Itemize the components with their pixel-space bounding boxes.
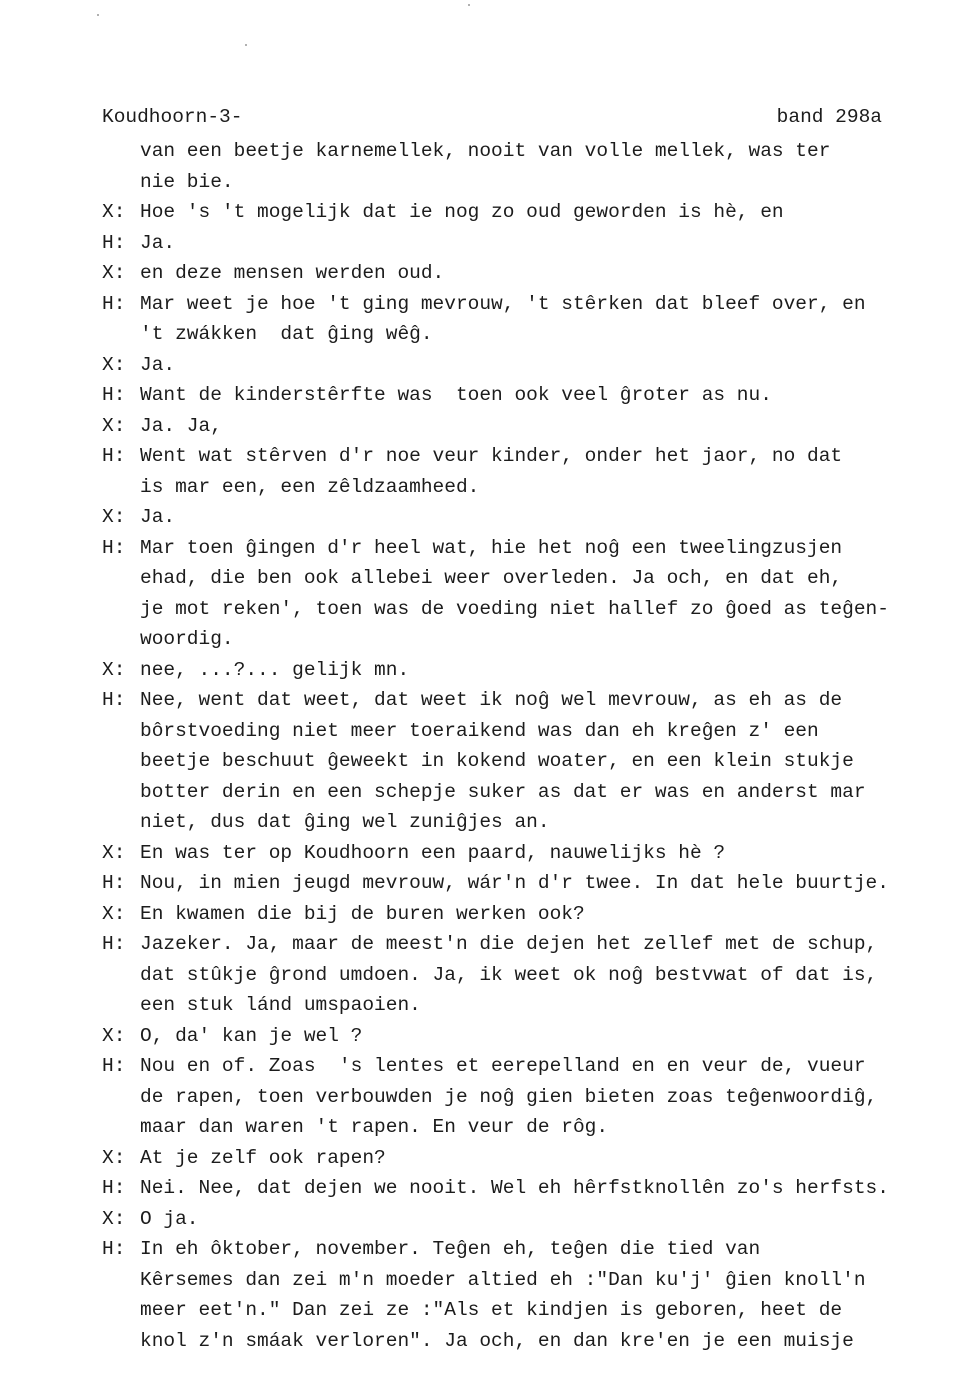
line-text: en deze mensen werden oud.: [140, 262, 445, 284]
transcript-line: [102, 868, 932, 899]
line-text: woordig.: [140, 628, 234, 650]
transcript-line: [102, 350, 932, 381]
line-text: Nee, went dat weet, dat weet ik noĝ wel mevrouw, as eh as de: [140, 689, 843, 711]
speaker-label: H:: [102, 292, 126, 315]
paper-speck: [97, 14, 99, 16]
transcript-line: [102, 685, 932, 716]
line-text: is mar een, een zêldzaamheed.: [140, 475, 480, 498]
line-text: O, da' kan je wel ?: [140, 1024, 363, 1047]
transcript-line: [102, 1112, 932, 1143]
transcript-line: [102, 1051, 932, 1082]
transcript-line: [102, 807, 932, 838]
transcript-line: [102, 777, 932, 808]
speaker-label: H:: [102, 231, 126, 254]
speaker-label: H:: [102, 689, 126, 711]
transcript-body: [102, 136, 932, 1356]
line-text: O ja.: [140, 1207, 199, 1230]
transcript-line: [102, 746, 932, 777]
transcript-line: [102, 228, 932, 259]
transcript-line: [102, 960, 932, 991]
line-text: van een beetje karnemellek, nooit van volle mellek, was ter: [140, 140, 831, 162]
speaker-label: X:: [102, 1024, 126, 1047]
transcript-line: [102, 1234, 932, 1265]
paper-speck: [468, 4, 470, 6]
line-text: Nei. Nee, dat dejen we nooit. Wel eh hêrfstknollên zo's herfsts.: [140, 1177, 889, 1199]
speaker-label: X:: [102, 506, 126, 528]
transcript-line: [102, 563, 932, 594]
speaker-label: X:: [102, 414, 126, 437]
line-text: ehad, die ben ook allebei weer overleden. Ja och, en dat eh,: [140, 567, 843, 589]
line-text: 't zwákken dat ĝing wêĝ.: [140, 323, 433, 345]
transcript-line: [102, 441, 932, 472]
line-text: Nou en of. Zoas 's lentes et eerepelland en en veur de, vueur: [140, 1055, 866, 1077]
line-text: knol z'n smáak verloren". Ja och, en dan kre'en je een muisje: [140, 1329, 854, 1352]
transcript-line: [102, 136, 932, 167]
transcript-line: [102, 1326, 932, 1357]
header-title: Koudhoorn-3-: [102, 106, 243, 128]
speaker-label: X:: [102, 201, 126, 223]
line-text: meer eet'n." Dan zei ze :"Als et kindjen is geboren, heet de: [140, 1299, 843, 1321]
speaker-label: H:: [102, 384, 126, 406]
speaker-label: H:: [102, 872, 126, 894]
line-text: Ja.: [140, 506, 176, 528]
speaker-label: H:: [102, 1238, 126, 1260]
transcript-line: [102, 319, 932, 350]
speaker-label: H:: [102, 1177, 126, 1199]
speaker-label: X:: [102, 1146, 126, 1169]
line-text: Ja.: [140, 353, 176, 376]
line-text: Ja.: [140, 231, 176, 254]
transcript-line: [102, 289, 932, 320]
transcript-line: [102, 1143, 932, 1174]
transcript-line: [102, 929, 932, 960]
transcript-line: [102, 1082, 932, 1113]
speaker-label: H:: [102, 536, 126, 559]
line-text: Want de kinderstêrfte was toen ook veel ĝroter as nu.: [140, 384, 772, 406]
speaker-label: H:: [102, 445, 126, 467]
transcript-line: [102, 502, 932, 533]
line-text: Mar weet je hoe 't ging mevrouw, 't stêrken dat bleef over, en: [140, 292, 866, 315]
transcript-line: [102, 716, 932, 747]
line-text: beetje beschuut ĝeweekt in kokend woater, en een klein stukje: [140, 750, 854, 772]
line-text: de rapen, toen verbouwden je noĝ gien bieten zoas teĝenwoordiĝ,: [140, 1085, 878, 1108]
speaker-label: X:: [102, 658, 126, 681]
line-text: botter derin en een schepje suker as dat er was en anderst mar: [140, 780, 866, 803]
transcript-line: [102, 197, 932, 228]
line-text: nie bie.: [140, 170, 234, 193]
line-text: At je zelf ook rapen?: [140, 1146, 386, 1169]
speaker-label: X:: [102, 841, 126, 864]
speaker-label: X:: [102, 1207, 126, 1230]
paper-speck: [245, 44, 247, 46]
line-text: Ja. Ja,: [140, 414, 222, 437]
line-text: Went wat stêrven d'r noe veur kinder, onder het jaor, no dat: [140, 445, 843, 467]
transcript-line: [102, 1265, 932, 1296]
speaker-label: H:: [102, 1055, 126, 1077]
line-text: nee, ...?... gelijk mn.: [140, 658, 410, 681]
line-text: In eh ôktober, november. Teĝen eh, teĝen die tied van: [140, 1238, 761, 1260]
transcript-line: [102, 990, 932, 1021]
line-text: maar dan waren 't rapen. En veur de rôg.: [140, 1116, 609, 1138]
transcript-line: [102, 380, 932, 411]
transcript-line: [102, 258, 932, 289]
line-text: Mar toen ĝingen d'r heel wat, hie het noĝ een tweelingzusjen: [140, 536, 843, 559]
transcript-line: [102, 411, 932, 442]
transcript-line: [102, 1295, 932, 1326]
line-text: bôrstvoeding niet meer toeraikend was dan eh kreĝen z' een: [140, 719, 819, 742]
speaker-label: X:: [102, 902, 126, 925]
transcript-line: [102, 594, 932, 625]
transcript-line: [102, 1204, 932, 1235]
transcript-line: [102, 899, 932, 930]
line-text: En was ter op Koudhoorn een paard, nauwelijks hè ?: [140, 841, 726, 864]
line-text: niet, dus dat ĝing wel zuniĝjes an.: [140, 811, 550, 833]
header-band-number: band 298a: [776, 106, 882, 128]
transcript-line: [102, 1173, 932, 1204]
line-text: Jazeker. Ja, maar de meest'n die dejen het zellef met de schup,: [140, 933, 878, 955]
line-text: Hoe 's 't mogelijk dat ie nog zo oud geworden is hè, en: [140, 201, 784, 223]
transcript-line: [102, 167, 932, 198]
transcript-line: [102, 472, 932, 503]
transcript-line: [102, 655, 932, 686]
line-text: En kwamen die bij de buren werken ook?: [140, 902, 585, 925]
line-text: een stuk lánd umspaoien.: [140, 994, 421, 1016]
speaker-label: H:: [102, 933, 126, 955]
transcript-line: [102, 533, 932, 564]
line-text: Kêrsemes dan zei m'n moeder altied eh :"Dan ku'j' ĝien knoll'n: [140, 1268, 866, 1291]
transcript-line: [102, 1021, 932, 1052]
speaker-label: X:: [102, 353, 126, 376]
line-text: je mot reken', toen was de voeding niet hallef zo ĝoed as teĝen-: [140, 597, 889, 620]
line-text: dat stûkje ĝrond umdoen. Ja, ik weet ok noĝ bestvwat of dat is,: [140, 963, 878, 986]
transcript-line: [102, 838, 932, 869]
speaker-label: X:: [102, 262, 126, 284]
page-header: [102, 106, 882, 134]
line-text: Nou, in mien jeugd mevrouw, wár'n d'r twee. In dat hele buurtje.: [140, 872, 889, 894]
transcript-line: [102, 624, 932, 655]
